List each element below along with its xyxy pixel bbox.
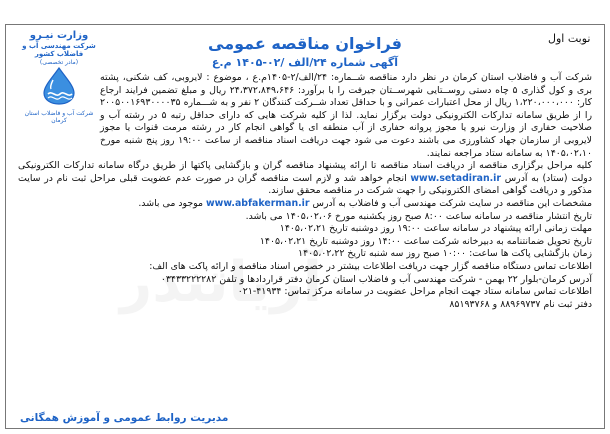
company-name: شرکت مهندسی آب و فاضلاب کشور xyxy=(22,42,96,58)
paragraph-setad-before: کلیه مراحل برگزاری مناقصه از دریافت اسناد مناقصه تا ارائه پیشنهاد مناقصه گران و بازگشایی پاکتها از طریق درگاه سامانه تدارکات الکترونیکی دولت (ستاد) به آدرس xyxy=(18,160,592,184)
line-bid-deadline: مهلت زمانی ارائه پیشنهاد در سامانه ساعت ۱۹:۰۰ روز دوشنبه تاریخ ۱۴۰۵،۰۲،۲۱ xyxy=(279,223,592,235)
abfa-link[interactable]: www.abfakerman.ir xyxy=(206,197,310,209)
logo-spacer xyxy=(18,72,100,136)
ministry-logo-text xyxy=(20,30,98,66)
paragraph-main-text: شرکت آب و فاضلاب استان کرمان در نظر دارد مناقصه شــماره: ۲۴/الف/۲-۱۴۰۵م.ع ، موضوع : لایروبی، کف شکنی، پشته بری و کول گذاری ۵ چاه دستی روســتایی شهرســتان جیرفت را با برآورد: ۲۴،۳۷۲،۸۴۹،۶۴۶ ریال و مبلغ تضمین فرایند ارجاع کار: ۱،۲۲۰،۰۰۰،۰۰۰ ریال از محل اعتبارات عمرانی و با حداقل تعداد شــرکت کنندگان ۲ نفر و به شـــماره ۲۰۰۵۰۰۱۶۹۳۰۰۰۰۳۵ را از طریق سامانه تدارکات الکترونیکی دولت برگزار نماید. لذا از کلیه شرکت هایی که دارای حداقل رتبه ۵ در رشته آب و صلاحیت حفاری از وزارت نیرو یا مجوز پروانه حفاری از آب منطقه ای یا گواهی انجام کار در رشته مرمت قنوات یا مجوز لایروبی از سازمان جهاد کشاورزی می باشند دعوت می شود جهت دریافت اسناد مناقصه از ساعت ۱۹:۰۰ روز پنج شنبه مورخ ۱۴۰۵،۰۲،۱۰ به سامانه ستاد مراجعه نمایند. xyxy=(100,72,593,159)
ad-number: آگهی شماره ۲۴/الف /۰۲-۱۴۰۵ م.ع xyxy=(211,56,399,69)
line-publish-date: تاریخ انتشار مناقصه در سامانه ساعت ۸:۰۰ صبح روز یکشنبه مورخ ۱۴۰۵،۰۲،۰۶ می باشد. xyxy=(245,210,592,222)
line-setad-contact: اطلاعات تماس سامانه ستاد جهت انجام مراحل عضویت در سامانه مرکز تماس: ۴۱۹۳۴-۰۲۱ xyxy=(237,286,592,298)
ministry-name: وزارت نیـرو xyxy=(29,30,89,41)
notice-body xyxy=(18,72,592,311)
logo-caption: شرکت آب و فاضلاب استان کرمان xyxy=(24,110,94,124)
paragraph-website xyxy=(18,198,592,211)
paragraph-website-before: مشخصات این مناقصه در سایت شرکت مهندسی آب و فاضلاب به آدرس xyxy=(312,197,592,209)
paragraph-main xyxy=(18,72,592,160)
line-address: آدرس کرمان-بلوار ۲۲ بهمن - شرکت مهندسی آب و فاضلاب استان کرمان دفتر قراردادها و تلفن ۰۳۴۳۳۲۲۲۲۸۲ xyxy=(160,273,592,285)
notice-title: فراخوان مناقصه عمومی xyxy=(208,34,402,53)
paragraph-setad xyxy=(18,160,592,198)
line-guarantee-delivery: تاریخ تحویل ضمانتنامه به دبیرخانه شرکت ساعت ۱۴:۰۰ روز دوشنبه تاریخ ۱۴۰۵،۰۲،۲۱ xyxy=(259,235,592,247)
footer-signature: مدیریت روابط عمومی و آموزش همگانی xyxy=(20,412,229,424)
line-contact-intro: اطلاعات تماس دستگاه مناقصه گزار جهت دریافت اطلاعات بیشتر در خصوص اسناد مناقصه و ارائه پاکت های الف: xyxy=(149,260,592,272)
setad-link[interactable]: www.setadiran.ir xyxy=(410,172,502,184)
line-registration-office: دفتر ثبت نام ۸۸۹۶۹۷۳۷ و ۸۵۱۹۳۷۶۸ xyxy=(449,298,592,310)
paragraph-setad-after: انجام خواهد شد و لازم است مناقصه گران در صورت عدم عضویت قبلی مراحل ثبت نام در سایت مذکور و دریافت گواهی امضای الکترونیکی را جهت شرکت در مناقصه محقق سازند. xyxy=(18,172,592,197)
paragraph-website-after: موجود می باشد. xyxy=(138,197,204,209)
round-label: نوبت اول xyxy=(548,32,591,45)
company-subtitle: (مادر تخصصی) xyxy=(39,59,79,66)
line-opening-time: زمان بازگشایی پاکت ها ساعت: ۱۰:۰۰ صبح روز سه شنبه تاریخ ۱۴۰۵،۰۲،۲۲ xyxy=(298,248,592,260)
